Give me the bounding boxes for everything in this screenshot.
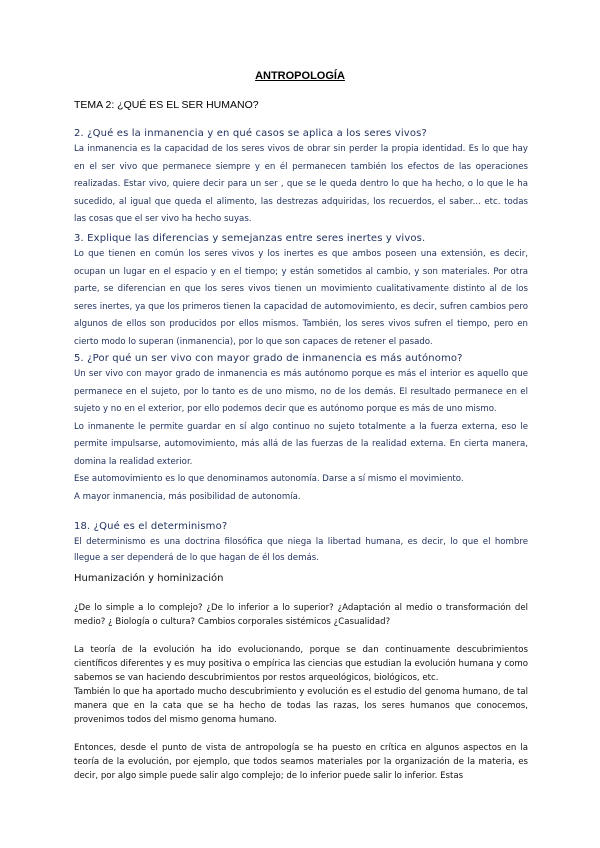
question-18-block <box>74 520 528 566</box>
answer-2-text: La inmanencia es la capacidad de los seres vivos de obrar sin perder la propia identidad. Es lo que hay en el ser vivo que permanece siempre y en él permanecen también los efectos de las operaciones realizadas. Estar vivo, quiere decir para un ser , que se le queda dentro lo que ha hecho, o lo que le ha sucedido, al igual que queda el alimento, las destrezas adquiridas, los recuerdos, el saber... etc. todas las cosas que el ser vivo ha hecho suyas. <box>74 144 528 224</box>
question-18: 18. ¿Qué es el determinismo? <box>74 521 228 532</box>
answer-5-text-1: Un ser vivo con mayor grado de inmanencia es más autónomo porque es más el interior es aquello que permanece en el sujeto, por lo tanto es de uno mismo, no de los demás. El resultado permanece en el sujeto y no en el exterior, por ello podemos decir que es autónomo porque es más de uno mismo. <box>74 369 528 414</box>
section-questions: ¿De lo simple a lo complejo? ¿De lo inferior a lo superior? ¿Adaptación al medio o transformación del medio? ¿ Biología o cultura? Cambios corporales sistémicos ¿Casualidad? <box>74 603 528 627</box>
section-paragraph-1a: La teoría de la evolución ha ido evolucionando, porque se dan continuamente descubrimientos científicos diferentes y es muy positiva o empírica las ciencias que estudian la evolución humana y como sabemos se van haciendo descubrimientos por restos arqueológicos, biológicos, etc. <box>74 645 528 683</box>
answer-18 <box>74 534 528 566</box>
section-heading: Humanización y hominización <box>74 573 224 584</box>
topic-heading: TEMA 2: ¿QUÉ ES EL SER HUMANO? <box>74 99 259 111</box>
section-paragraph-2: Entonces, desde el punto de vista de antropología se ha puesto en crítica en algunos aspectos en la teoría de la evolución, por ejemplo, que todos seamos materiales por la organización de la materia, es decir, por algo simple puede salir algo complejo; de lo inferior puede salir lo inferior. Estas <box>74 743 528 781</box>
answer-3 <box>74 246 528 351</box>
question-5-block <box>74 352 528 506</box>
answer-5-text-2: Lo inmanente le permite guardar en sí algo continuo no sujeto totalmente a la fuerza externa, eso le permite impulsarse, automovimiento, más allá de las fuerzas de la realidad externa. En cierta manera, domina la realidad exterior. <box>74 421 528 467</box>
answer-3-text: Lo que tienen en común los seres vivos y los inertes es que ambos poseen una extensión, es decir, ocupan un lugar en el espacio y en el tiempo; y están sometidos al cambio, y son materiales. Por otra parte, se diferencian en que los seres vivos tienen un movimiento cualitativamente distinto al de los seres inertes, ya que los primeros tienen la capacidad de automovimiento, es decir, sufren cambios pero algunos de ellos son producidos por ellos mismos. También, los seres vivos sufren el tiempo, pero en cierto modo lo superan (inmanencia), por lo que son capaces de retener el pasado. <box>74 249 528 347</box>
section-paragraph-1b: También lo que ha aportado mucho descubrimiento y evolución es el estudio del genoma humano, de tal manera que en la cata que se ha hecho de todas las razas, los seres humanos que conocemos, provenimos todos del mismo genoma humano. <box>74 687 528 725</box>
answer-18-text: El determinismo es una doctrina filosófica que niega la libertad humana, es decir, lo que el hombre llegue a ser dependerá de lo que hagan de él los demás. <box>74 537 528 563</box>
answer-5 <box>74 366 528 506</box>
question-3-block <box>74 232 528 351</box>
question-3: 3. Explique las diferencias y semejanzas entre seres inertes y vivos. <box>74 233 426 244</box>
document-title: ANTROPOLOGÍA <box>255 70 345 82</box>
question-5: 5. ¿Por qué un ser vivo con mayor grado de inmanencia es más autónomo? <box>74 353 463 364</box>
answer-2 <box>74 141 528 229</box>
question-2-block <box>74 127 528 229</box>
question-2: 2. ¿Qué es la inmanencia y en qué casos se aplica a los seres vivos? <box>74 128 427 139</box>
answer-5-text-3: Ese automovimiento es lo que denominamos autonomía. Darse a sí mismo el movimiento. <box>74 474 464 484</box>
answer-5-text-4: A mayor inmanencia, más posibilidad de autonomía. <box>74 491 301 502</box>
section-humanizacion <box>74 573 528 783</box>
